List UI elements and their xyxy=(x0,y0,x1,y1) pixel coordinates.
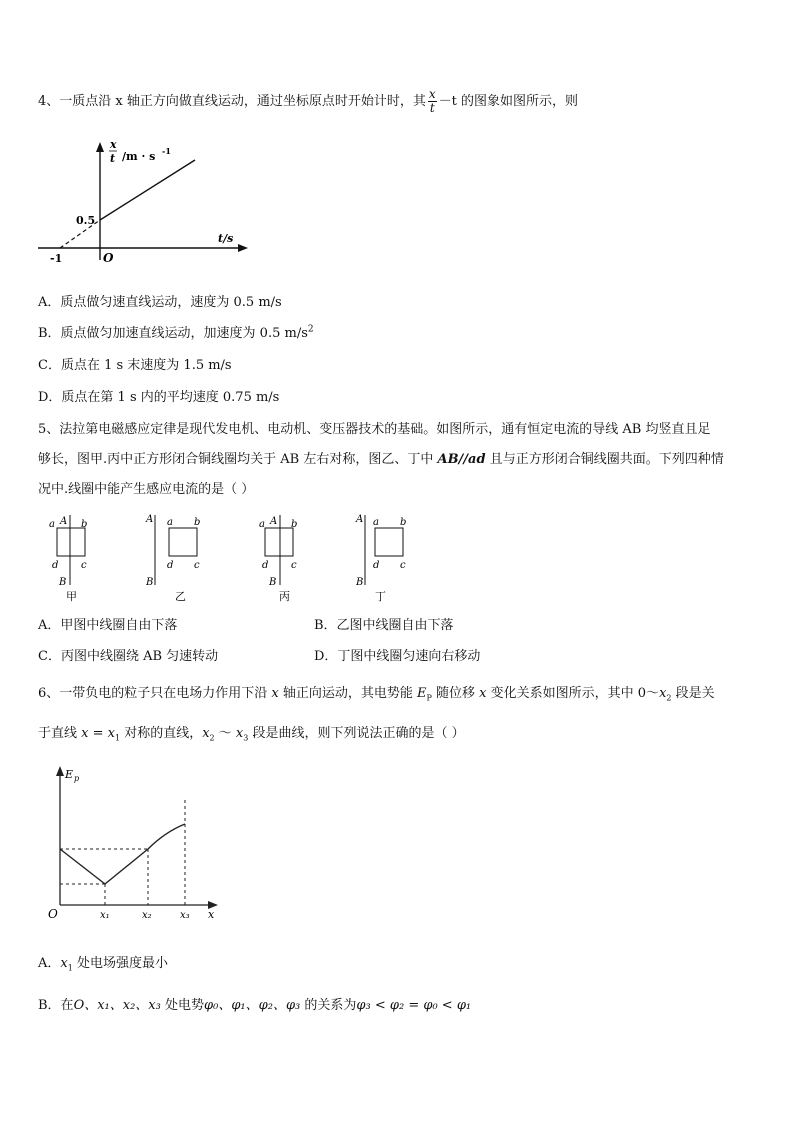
q4-option-d[interactable]: D．质点在第 1 s 内的平均速度 0.75 m/s xyxy=(38,390,280,405)
svg-text:A: A xyxy=(356,514,364,525)
q6-y-arrow-icon xyxy=(56,766,64,776)
q6-x1-label: x₁ xyxy=(100,910,110,921)
q6-line1: 6、一带负电的粒子只在电场力作用下沿 x 轴正向运动，其电势能 $E_P$ 随位移 x 变化关系如图所示，其中 $0\sim x_2$ 段是关 xyxy=(38,686,715,703)
coil-square xyxy=(169,528,197,556)
q4-option-a[interactable]: A．质点做匀速直线运动，速度为 0.5 m/s xyxy=(38,295,282,310)
svg-text:c: c xyxy=(81,560,87,571)
svg-text:a: a xyxy=(49,519,55,530)
svg-text:d: d xyxy=(52,560,59,571)
q5-line2: 够长，图甲.丙中正方形闭合铜线圈均关于 AB 左右对称，图乙、丁中 AB//ad 且与正方形闭合铜线圈共面。下列四种情 xyxy=(38,452,724,467)
x-over-t-fraction: $\frac{x}{t}$ xyxy=(428,87,436,115)
q6-x3-label: x₃ xyxy=(180,910,190,921)
svg-text:b: b xyxy=(81,519,88,530)
q6-origin: O xyxy=(48,907,58,921)
svg-text:A: A xyxy=(60,516,68,527)
q6-graph xyxy=(40,760,240,925)
svg-text:a: a xyxy=(373,517,379,528)
q4-option-c[interactable]: C．质点在 1 s 末速度为 1.5 m/s xyxy=(38,358,232,373)
svg-text:a: a xyxy=(167,517,173,528)
q6-ep-line-1 xyxy=(60,849,105,884)
q4-xlabel: t/s xyxy=(218,232,234,245)
q6-option-b[interactable]: B．在O、x₁、x₂、x₃ 处电势φ₀、φ₁、φ₂、φ₃ 的关系为φ₃ < φ₂ = φ₀ < φ₁ xyxy=(38,998,472,1013)
svg-text:A: A xyxy=(146,514,154,525)
q6-ylabel: E xyxy=(65,768,74,781)
fig-caption: 乙 xyxy=(175,590,186,603)
svg-text:b: b xyxy=(400,517,407,528)
q4-graph xyxy=(30,130,260,270)
q4-data-line xyxy=(100,160,195,220)
svg-text:b: b xyxy=(194,517,201,528)
svg-text:B: B xyxy=(356,577,364,588)
q4-yunit-exp: -1 xyxy=(162,146,171,156)
q4-origin-label: O xyxy=(103,251,114,265)
q4-yunit: /m · s xyxy=(122,150,156,163)
fig-caption: 丙 xyxy=(279,590,290,603)
svg-text:d: d xyxy=(373,560,380,571)
q6-ylabel-sub: p xyxy=(74,774,80,783)
q4-neg-one-label: -1 xyxy=(50,252,63,265)
q6-option-a[interactable]: A．$x_1$ 处电场强度最小 xyxy=(38,956,168,973)
q5-option-c[interactable]: C．丙图中线圈绕 AB 匀速转动 xyxy=(38,649,219,664)
q6-line2: 于直线 $x = x_1$ 对称的直线，$x_2$ ～ $x_3$ 段是曲线，则下列说法正确的是（ ） xyxy=(38,726,465,743)
q5-option-b[interactable]: B．乙图中线圈自由下落 xyxy=(314,618,454,633)
q4-y-arrow-icon xyxy=(96,142,104,152)
svg-text:B: B xyxy=(269,577,277,588)
svg-text:B: B xyxy=(59,577,67,588)
svg-text:c: c xyxy=(194,560,200,571)
q5-option-a[interactable]: A．甲图中线圈自由下落 xyxy=(38,618,178,633)
svg-text:B: B xyxy=(146,577,154,588)
q4-x-arrow-icon xyxy=(238,244,248,252)
q5-fig-bing xyxy=(255,510,325,605)
svg-text:a: a xyxy=(259,519,265,530)
q4-ylabel-den: t xyxy=(110,152,116,165)
q4-ylabel-num: x xyxy=(110,138,117,151)
svg-text:c: c xyxy=(400,560,406,571)
coil-square xyxy=(265,528,293,556)
q6-xaxis-label: x xyxy=(208,908,215,921)
q6-ep-curve xyxy=(148,824,185,849)
q5-fig-yi xyxy=(145,510,215,605)
svg-text:d: d xyxy=(167,560,174,571)
coil-square xyxy=(375,528,403,556)
svg-text:c: c xyxy=(291,560,297,571)
q6-ep-line-2 xyxy=(105,849,148,884)
svg-text:d: d xyxy=(262,560,269,571)
q4-intercept-label: 0.5 xyxy=(76,214,96,227)
q5-fig-jia xyxy=(45,510,115,605)
q4-option-b[interactable]: B．质点做匀加速直线运动，加速度为 0.5 $m/s^2$ xyxy=(38,324,314,341)
q5-option-d[interactable]: D．丁图中线圈匀速向右移动 xyxy=(314,649,481,664)
q5-line3: 况中.线圈中能产生感应电流的是（ ） xyxy=(38,482,255,497)
q5-line1: 5、法拉第电磁感应定律是现代发电机、电动机、变压器技术的基础。如图所示，通有恒定电流的导线 AB 均竖直且足 xyxy=(38,422,711,437)
fig-caption: 甲 xyxy=(66,590,77,603)
q4-stem: 4、一质点沿 x 轴正方向做直线运动，通过坐标原点时开始计时，其 $\frac{x}{t}$ －t 的图象如图所示，则 xyxy=(38,87,579,115)
fig-caption: 丁 xyxy=(375,590,386,603)
coil-square xyxy=(57,528,85,556)
q6-x2-label: x₂ xyxy=(142,910,152,921)
q5-fig-ding xyxy=(355,510,425,605)
svg-text:b: b xyxy=(291,519,298,530)
svg-text:A: A xyxy=(270,516,278,527)
